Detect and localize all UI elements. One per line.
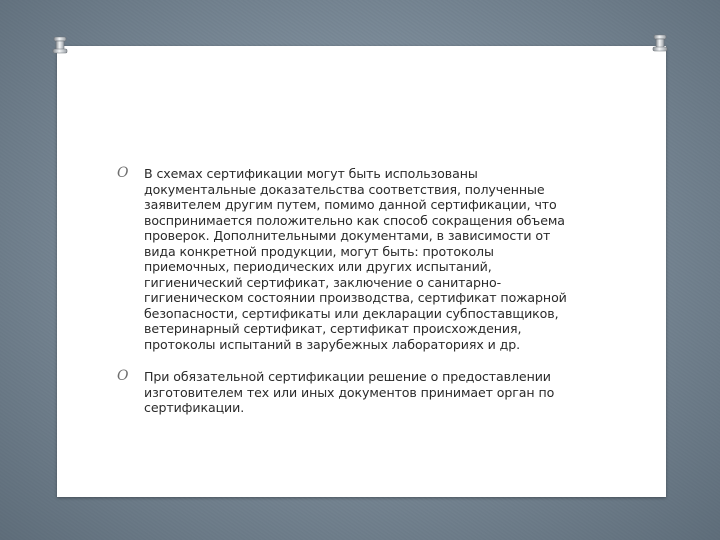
bullet-text (144, 166, 597, 352)
text-line: ветеринарный сертификат, сертификат происхождения, (144, 321, 522, 336)
text-line: проверок. Дополнительными документами, в зависимости от (144, 228, 551, 243)
text-line: документальные доказательства соответствия, полученные (144, 181, 545, 197)
slide-content (117, 166, 597, 433)
text-line: гигиенический сертификат, заключение о санитарно- (144, 274, 502, 290)
bullet-item (117, 369, 597, 416)
bullet-marker: O (117, 368, 129, 384)
text-line: протоколы испытаний в зарубежных лабораториях и др. (144, 336, 521, 352)
text-line: воспринимается положительно как способ сокращения объема (144, 212, 565, 228)
text-line: безопасности, сертификаты или декларации субпоставщиков, (144, 305, 559, 321)
thumbtack-icon (652, 34, 668, 54)
text-line: приемочных, периодических или других испытаний, (144, 259, 492, 274)
bullet-marker: O (117, 165, 129, 181)
thumbtack-icon (52, 36, 68, 56)
text-line: изготовителем тех или иных документов принимает орган по (144, 384, 555, 400)
text-line: сертификации. (144, 400, 245, 415)
text-line: В схемах сертификации могут быть использованы (144, 166, 478, 181)
text-line: гигиеническом состоянии производства, сертификат пожарной (144, 290, 567, 305)
text-line: При обязательной сертификации решение о предоставлении (144, 369, 551, 384)
text-line: заявителем другим путем, помимо данной сертификации, что (144, 197, 557, 212)
bullet-item (117, 166, 597, 352)
text-line: вида конкретной продукции, могут быть: протоколы (144, 243, 494, 259)
bullet-text (144, 369, 597, 416)
